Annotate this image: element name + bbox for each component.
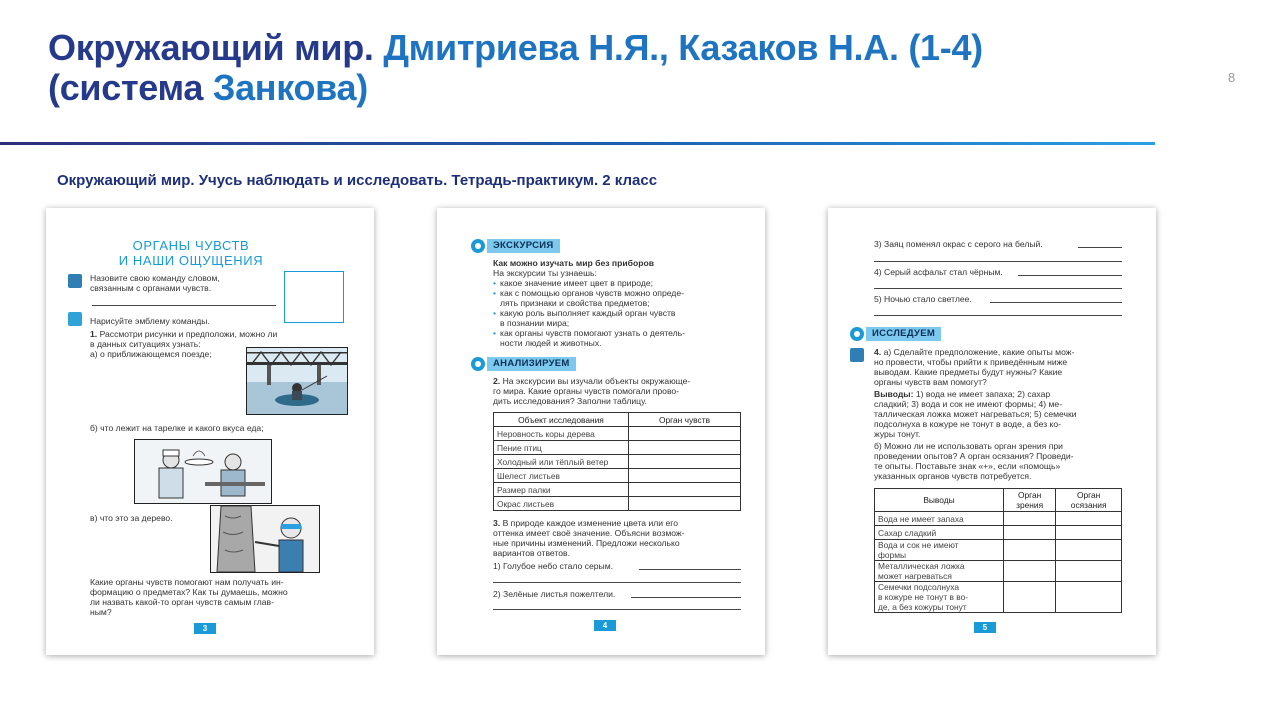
header-divider [0, 142, 1155, 145]
header-line: зрения [1016, 500, 1044, 510]
q-num: 1. [90, 329, 98, 339]
answer-line[interactable] [631, 597, 741, 598]
column-header: Объект исследования [494, 413, 629, 427]
table-row [494, 455, 741, 469]
answer-cell[interactable] [629, 441, 741, 455]
text-line: В природе каждое изменение цвета или его [502, 518, 678, 528]
table-row [494, 441, 741, 455]
answer-cell[interactable] [1056, 561, 1122, 582]
table-cell: Вода не имеет запаха [875, 512, 1004, 526]
analyze-tag [471, 357, 576, 371]
team-task-text [90, 273, 220, 293]
item-5: 5) Ночью стало светлее. [874, 294, 972, 304]
table-row [494, 427, 741, 441]
text-line: связанным с органами чувств. [90, 283, 212, 293]
header-line: осязания [1070, 500, 1107, 510]
column-header: Выводы [875, 489, 1004, 512]
cell-line: Семечки подсолнуха [878, 582, 959, 592]
emblem-task-text: Нарисуйте эмблему команды. [90, 316, 210, 326]
final-question [90, 577, 355, 617]
cell-line: Вода и сок не имеют [878, 540, 959, 550]
answer-1-label: 1) Голубое небо стало серым. [493, 561, 614, 571]
observation-table [493, 412, 741, 511]
cell-line: формы [878, 550, 906, 560]
tree-blindfold-illustration [210, 505, 320, 573]
q-num: 3. [493, 518, 501, 528]
text-line: журы тонут. [874, 429, 921, 439]
answer-cell[interactable] [1004, 540, 1056, 561]
item-4: 4) Серый асфальт стал чёрным. [874, 267, 1003, 277]
answer-cell[interactable] [1004, 582, 1056, 613]
workbook-page-3 [46, 208, 374, 655]
table-cell [875, 561, 1004, 582]
tag-label: ИССЛЕДУЕМ [866, 327, 941, 341]
text-line: ности людей и животных. [500, 338, 602, 348]
answer-line[interactable] [493, 582, 741, 583]
answer-cell[interactable] [629, 427, 741, 441]
answer-line[interactable] [990, 302, 1122, 303]
answer-line[interactable] [1018, 275, 1122, 276]
page-number-3: 3 [194, 623, 216, 634]
table-cell [875, 540, 1004, 561]
title-part3: (систе [48, 67, 158, 108]
table-cell: Шелест листьев [494, 469, 629, 483]
table-row [875, 582, 1122, 613]
header-line: Орган [1017, 490, 1042, 500]
table-row [875, 540, 1122, 561]
tag-icon [850, 327, 864, 341]
excursion-list [493, 268, 745, 348]
header-line: Орган [1076, 490, 1101, 500]
text-line: таллическая ложка может нагреваться; 5) семечки [874, 409, 1077, 419]
text-line: а) о приближающемся поезде; [90, 349, 212, 359]
question-2 [493, 376, 745, 406]
cell-line: может нагреваться [878, 571, 952, 581]
text-line: Рассмотри рисунки и предположи, можно ли [99, 329, 278, 339]
list-item: • как с помощью органов чувств можно опреде- [493, 288, 745, 298]
text-line: го мира. Какие органы чувств помогали прово- [493, 386, 680, 396]
text-line: ные причины изменений. Предложи несколько [493, 538, 680, 548]
table-cell: Окрас листьев [494, 497, 629, 511]
text-line: в данных ситуациях узнать: [90, 339, 201, 349]
question-1b: б) что лежит на тарелке и какого вкуса еда; [90, 423, 264, 433]
text-line: выводам. Какие предметы будут нужны? Какие [874, 367, 1063, 377]
waiter-plate-illustration [134, 439, 272, 504]
title-part2: Дмитриева Н.Я., Казаков Н.А. (1-4) [383, 27, 983, 68]
column-header [1004, 489, 1056, 512]
text-line: б) Можно ли не использовать орган зрения при [874, 441, 1063, 451]
cell-line: де, а без кожуры тонут [878, 602, 967, 612]
conclusions-label: Выводы: [874, 389, 914, 399]
slide-title [48, 28, 1198, 108]
answer-cell[interactable] [629, 483, 741, 497]
column-header [1056, 489, 1122, 512]
answer-2-label: 2) Зелёные листья пожелтели. [493, 589, 616, 599]
team-task-icon [68, 274, 82, 288]
train-bridge-illustration [246, 347, 348, 415]
title-part4: ма [157, 67, 204, 108]
text-line: в познании мира; [500, 318, 570, 328]
answer-cell[interactable] [629, 469, 741, 483]
text-line: формацию о предметах? Как ты думаешь, можно [90, 587, 288, 597]
workbook-page-4 [437, 208, 765, 655]
slide-subtitle: Окружающий мир. Учусь наблюдать и исследовать. Тетрадь-практикум. 2 класс [57, 172, 658, 189]
text-line: ли назвать какой-то орган чувств самым глав- [90, 597, 274, 607]
text-line: подсолнуха в кожуре не тонут в воде, а без ко- [874, 419, 1062, 429]
question-1c: в) что это за дерево. [90, 513, 173, 523]
table-header-row [494, 413, 741, 427]
title-part5: Занкова) [212, 67, 368, 108]
table-cell [875, 582, 1004, 613]
draw-task-icon [68, 312, 82, 326]
answer-line[interactable] [493, 609, 741, 610]
column-header: Орган чувств [629, 413, 741, 427]
text-line: оттенка имеет своё значение. Объясни возмож- [493, 528, 685, 538]
text-line: те опыты. Поставьте знак «+», если «помощь» [874, 461, 1061, 471]
table-cell: Пение птиц [494, 441, 629, 455]
table-row [875, 561, 1122, 582]
page-number-5: 5 [974, 622, 996, 633]
q-num: 2. [493, 376, 501, 386]
text-line: сладкий; 3) вода и сок не имеют формы; 4) ме- [874, 399, 1063, 409]
table-cell: Сахар сладкий [875, 526, 1004, 540]
heading-line-1: ОРГАНЫ ЧУВСТВ [132, 238, 250, 253]
page-number-4: 4 [594, 620, 616, 631]
answer-line[interactable] [92, 305, 276, 306]
cell-line: Металлическая ложка [878, 561, 965, 571]
list-item: • какую роль выполняет каждый орган чувств [493, 308, 745, 318]
table-cell: Холодный или тёплый ветер [494, 455, 629, 469]
table-row [494, 497, 741, 511]
text-line: лять признаки и свойства предметов; [500, 298, 650, 308]
tag-icon [471, 239, 485, 253]
answer-line[interactable] [874, 261, 1122, 262]
research-tag [850, 327, 941, 341]
text-line: ным? [90, 607, 112, 617]
table-row [494, 483, 741, 497]
table-header-row [875, 489, 1122, 512]
answer-line[interactable] [874, 288, 1122, 289]
q-num: 4. [874, 347, 882, 357]
slide-number: 8 [1228, 70, 1236, 85]
team-task-icon [850, 348, 864, 362]
text-line: указанных органов чувств потребуется. [874, 471, 1032, 481]
answer-line[interactable] [1078, 247, 1122, 248]
question-3 [493, 518, 745, 558]
answer-cell[interactable] [1056, 540, 1122, 561]
table-row [494, 469, 741, 483]
item-3: 3) Заяц поменял окрас с серого на белый. [874, 239, 1043, 249]
cell-line: в кожуре не тонут в во- [878, 592, 969, 602]
list-item: • как органы чувств помогают узнать о деятель- [493, 328, 745, 338]
answer-cell[interactable] [1004, 526, 1056, 540]
tag-icon [471, 357, 485, 371]
list-item: • какое значение имеет цвет в природе; [493, 278, 745, 288]
workbook-page-5 [828, 208, 1156, 655]
page-heading [106, 238, 276, 268]
answer-cell[interactable] [629, 497, 741, 511]
answer-cell[interactable] [1056, 512, 1122, 526]
text-line: 1) вода не имеет запаха; 2) сахар [915, 389, 1051, 399]
conclusions-table [874, 488, 1122, 613]
text-line: проведении опытов? А орган осязания? Проведи- [874, 451, 1074, 461]
table-cell: Размер палки [494, 483, 629, 497]
excursion-heading: Как можно изучать мир без приборов [493, 258, 654, 268]
excursion-tag [471, 239, 560, 253]
tag-label: АНАЛИЗИРУЕМ [487, 357, 576, 371]
answer-cell[interactable] [1004, 512, 1056, 526]
answer-cell[interactable] [1004, 561, 1056, 582]
text-line: вариантов ответов. [493, 548, 570, 558]
answer-cell[interactable] [1056, 526, 1122, 540]
question-4 [874, 347, 1134, 481]
text-line: Назовите свою команду словом, [90, 273, 220, 283]
answer-line[interactable] [639, 569, 741, 570]
table-cell: Неровность коры дерева [494, 427, 629, 441]
text-line: а) Сделайте предположение, какие опыты мож- [883, 347, 1075, 357]
answer-line[interactable] [874, 315, 1122, 316]
text-line: дить исследования? Заполни таблицу. [493, 396, 647, 406]
title-part1: Окружающий мир. [48, 27, 374, 68]
text-line: органы чувств вам помогут? [874, 377, 987, 387]
answer-cell[interactable] [629, 455, 741, 469]
text-line: На экскурсии ты узнаешь: [493, 268, 597, 278]
table-row [875, 512, 1122, 526]
tag-label: ЭКСКУРСИЯ [487, 239, 560, 253]
table-row [875, 526, 1122, 540]
answer-cell[interactable] [1056, 582, 1122, 613]
heading-line-2: И НАШИ ОЩУЩЕНИЯ [118, 253, 264, 268]
text-line: На экскурсии вы изучали объекты окружающе- [502, 376, 691, 386]
text-line: Какие органы чувств помогают нам получать ин- [90, 577, 284, 587]
text-line: но провести, чтобы прийти к приведённым ниже [874, 357, 1068, 367]
emblem-box[interactable] [284, 271, 344, 323]
